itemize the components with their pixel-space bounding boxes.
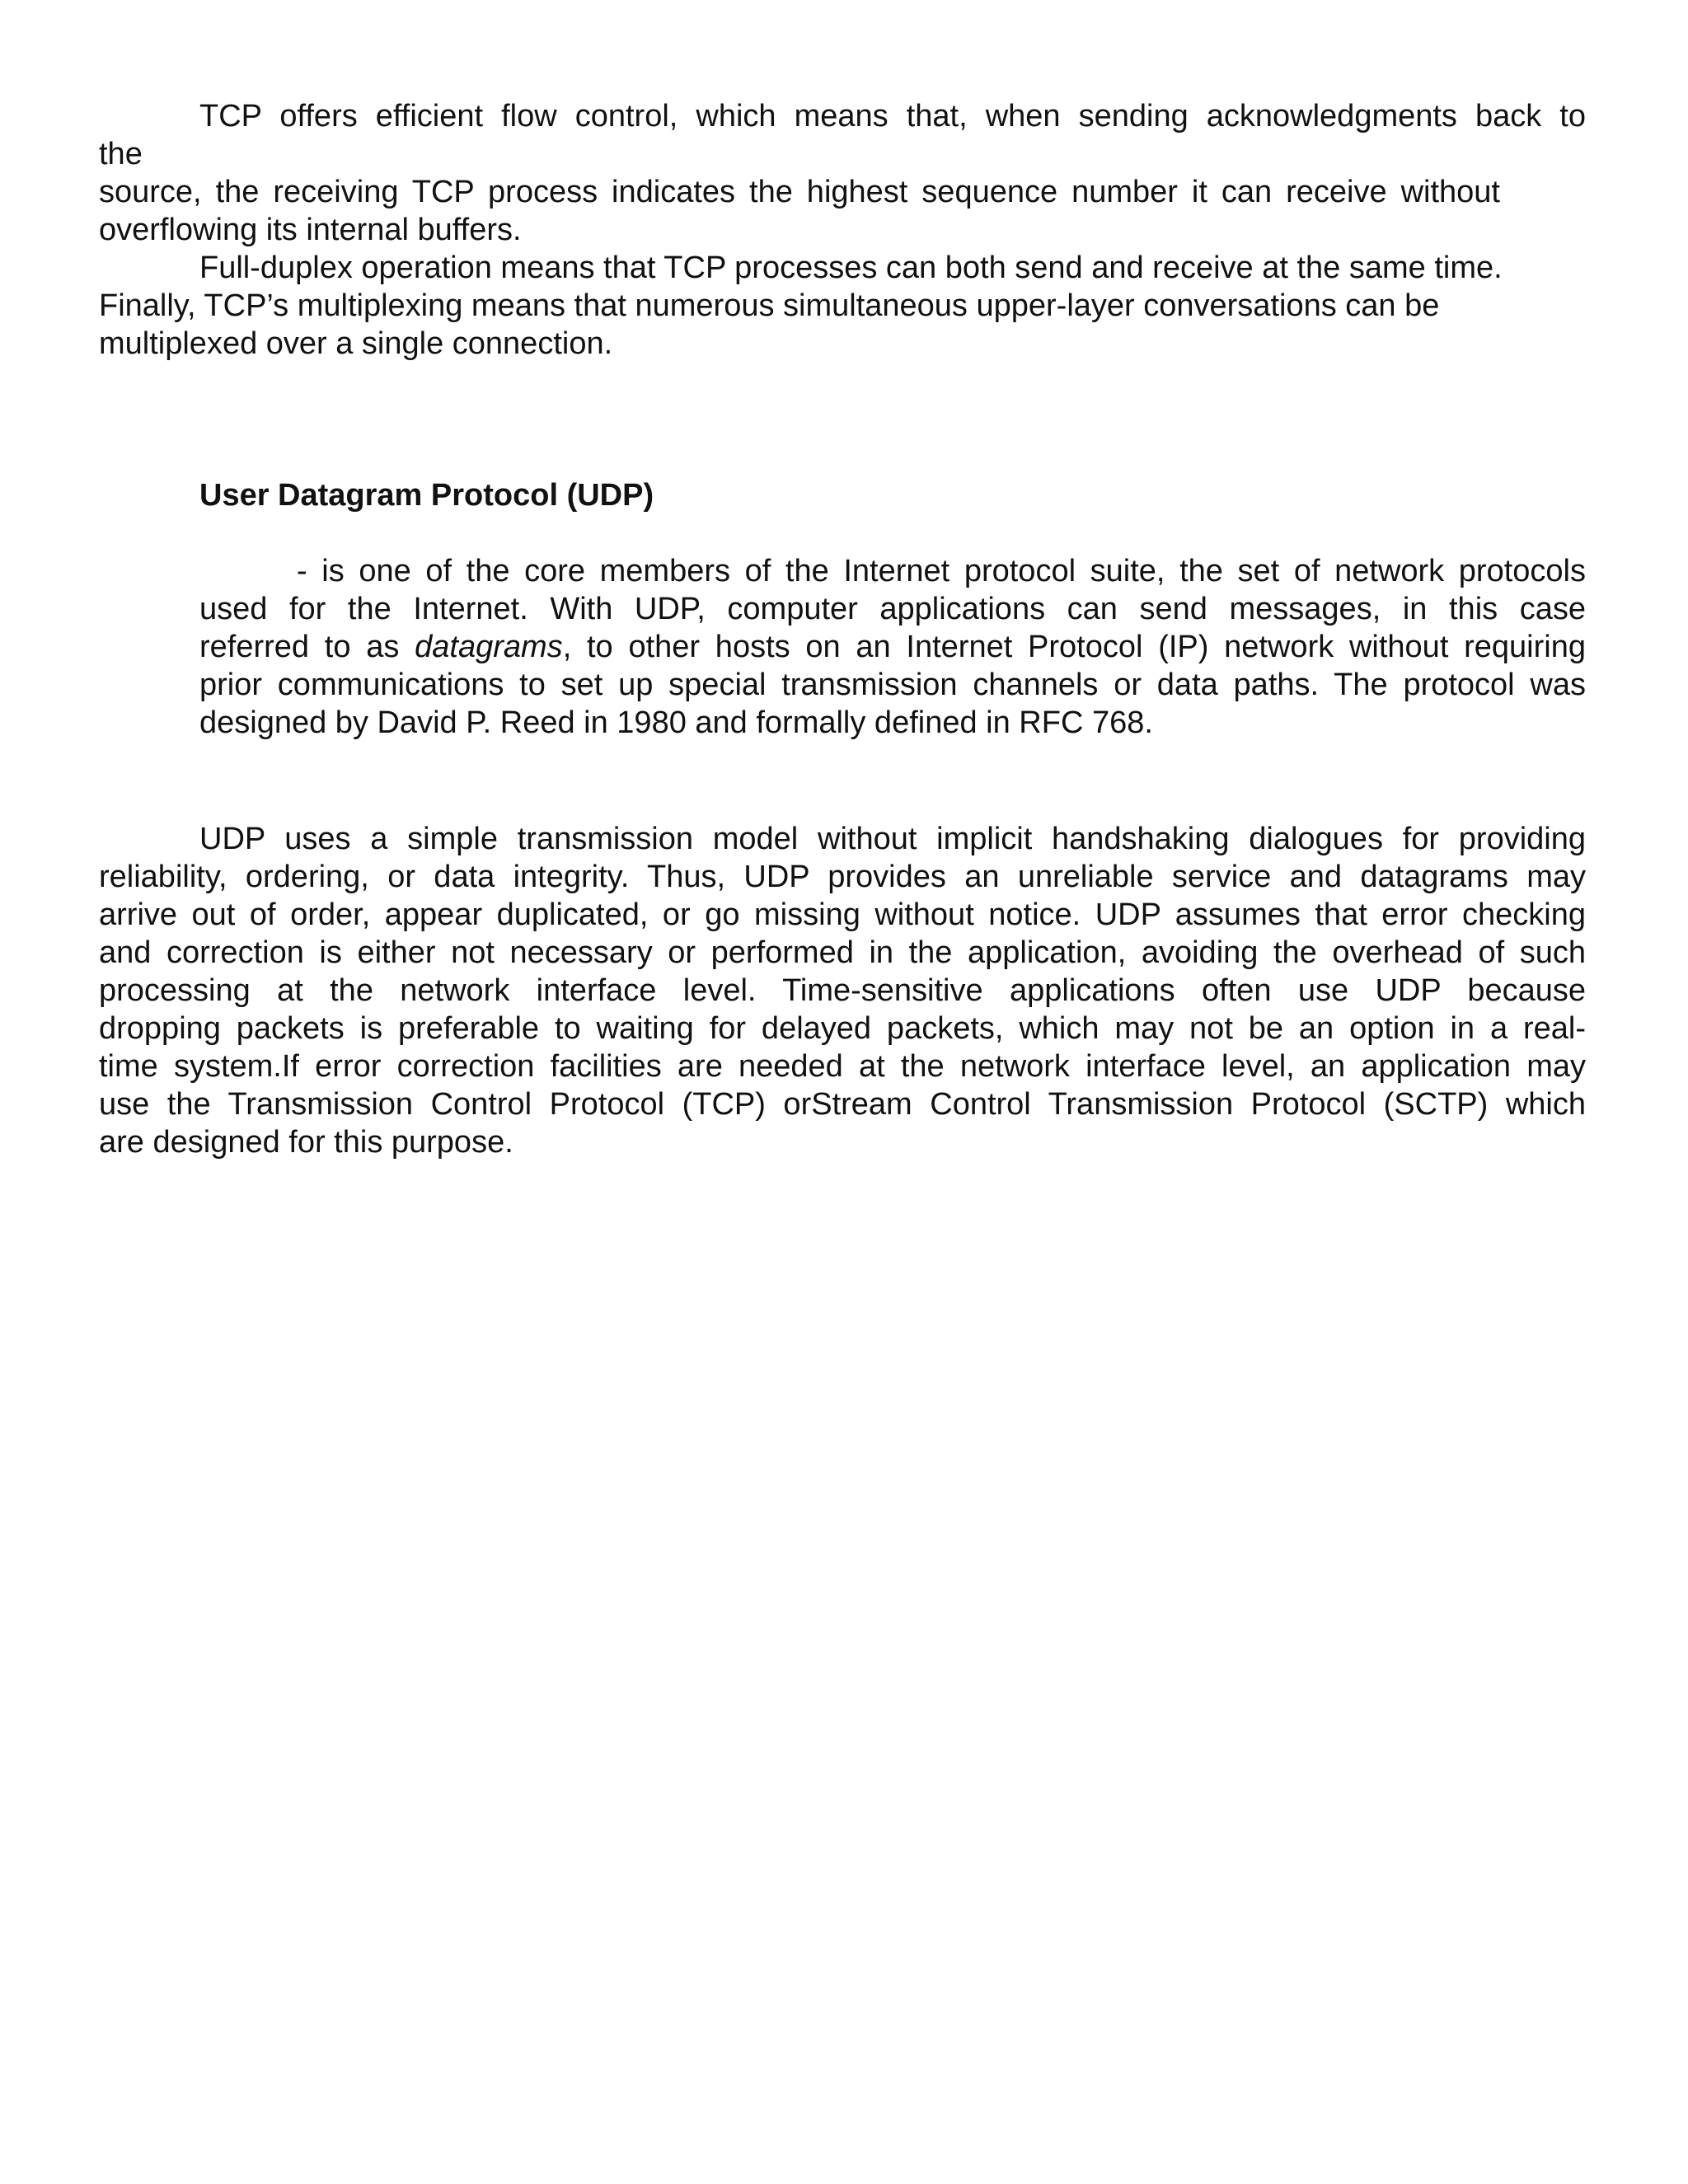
udp-definition-text: , to other hosts on an Internet Protocol (IP) network without requiring (562, 630, 1586, 664)
tcp-paragraphs (99, 97, 1586, 363)
tcp-line: source, the receiving TCP process indicates the highest sequence number it can receive without (99, 175, 1500, 209)
udp-details-line: are designed for this purpose. (99, 1125, 513, 1160)
udp-details-line: time system.If error correction facilities are needed at the network interface level, an application may (99, 1049, 1586, 1084)
tcp-line: overflowing its internal buffers. (99, 213, 522, 247)
udp-definition-line: used for the Internet. With UDP, computer applications can send messages, in this case (199, 592, 1586, 626)
tcp-line: multiplexed over a single connection. (99, 326, 613, 361)
udp-definition-text: referred to as (199, 630, 415, 664)
tcp-line: TCP offers efficient flow control, which means that, when sending acknowledgments back to (199, 99, 1586, 134)
udp-details-line: arrive out of order, appear duplicated, or go missing without notice. UDP assumes that error checking (99, 898, 1586, 932)
udp-details-line: and correction is either not necessary or performed in the application, avoiding the overhead of such (99, 935, 1586, 970)
udp-definition (199, 552, 1586, 742)
udp-details (99, 820, 1586, 1161)
udp-definition-line: - is one of the core members of the Internet protocol suite, the set of network protocols (297, 554, 1586, 588)
tcp-line: Finally, TCP’s multiplexing means that numerous simultaneous upper-layer conversations can be (99, 288, 1440, 323)
udp-heading: User Datagram Protocol (UDP) (199, 478, 654, 513)
udp-details-line: use the Transmission Control Protocol (TCP) orStream Control Transmission Protocol (SCTP) which (99, 1087, 1586, 1122)
udp-definition-line (199, 628, 1586, 666)
udp-definition-line: prior communications to set up special transmission channels or data paths. The protocol was (199, 668, 1586, 702)
udp-details-line: UDP uses a simple transmission model without implicit handshaking dialogues for providing (199, 822, 1586, 856)
udp-details-line: processing at the network interface level. Time-sensitive applications often use UDP because (99, 973, 1586, 1008)
udp-details-line: reliability, ordering, or data integrity. Thus, UDP provides an unreliable service and datagrams may (99, 860, 1586, 894)
tcp-line: Full-duplex operation means that TCP processes can both send and receive at the same time. (199, 251, 1503, 285)
udp-details-line: dropping packets is preferable to waiting for delayed packets, which may not be an option in a real- (99, 1011, 1586, 1046)
udp-definition-line: designed by David P. Reed in 1980 and formally defined in RFC 768. (199, 705, 1153, 740)
datagrams-term: datagrams (415, 630, 563, 664)
tcp-line: the (99, 137, 143, 171)
